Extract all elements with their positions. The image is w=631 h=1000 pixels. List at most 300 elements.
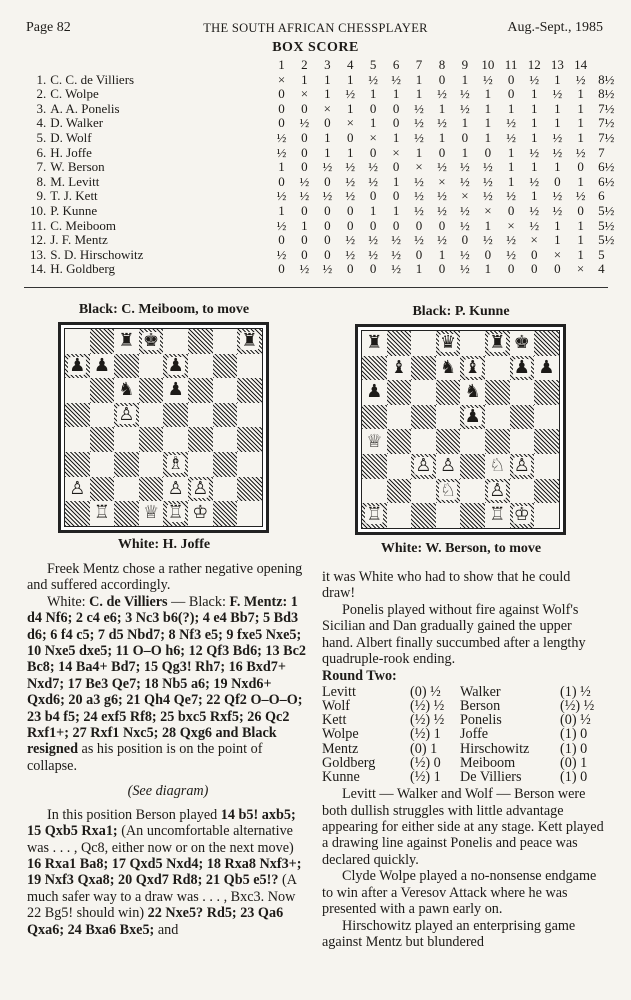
chess-piece-icon: ♕	[366, 430, 383, 452]
score-cell: ½	[276, 144, 287, 160]
chess-piece-icon: ♜	[241, 330, 258, 352]
score: (1) 0	[560, 740, 588, 757]
score-cell: 0	[278, 100, 285, 116]
chess-piece-icon: ♙	[440, 455, 457, 477]
column-header: 5	[369, 57, 377, 72]
score-cell: 1	[392, 173, 400, 189]
score-cell: 0	[392, 100, 400, 116]
table-row	[30, 146, 631, 161]
board-square	[534, 454, 559, 479]
chess-piece-icon: ♟	[69, 354, 86, 376]
board-square	[114, 452, 139, 477]
score-cell: ½	[529, 144, 540, 160]
score-cell: 1	[369, 86, 377, 102]
magazine-title: THE SOUTH AFRICAN CHESSPLAYER	[203, 21, 428, 35]
board-square	[362, 405, 387, 430]
score-cell: ½	[345, 173, 356, 189]
score-cell: ½	[483, 173, 493, 189]
score-cell: ×	[323, 100, 331, 116]
board-square	[411, 479, 436, 504]
table-row	[30, 189, 631, 204]
score-cell: ½	[345, 232, 356, 248]
board-square	[460, 356, 485, 381]
game-black-label: — Black:	[171, 593, 226, 610]
board-square	[163, 378, 188, 403]
player-name: C. Wolpe	[50, 86, 99, 102]
score-cell: ×	[576, 261, 585, 277]
board-square	[485, 356, 510, 381]
score-cell: ½	[529, 173, 540, 189]
board-square	[213, 427, 238, 452]
board-square	[534, 479, 559, 504]
board-square	[436, 356, 461, 381]
board-square	[213, 354, 238, 379]
column-header: 2	[301, 57, 308, 72]
score: (½) ½	[560, 698, 595, 715]
total-score: 8½	[598, 86, 615, 102]
chess-piece-icon: ♟	[513, 356, 530, 378]
chess-piece-icon: ♙	[69, 477, 86, 499]
player-name: Wolf	[322, 698, 351, 715]
right-column	[322, 569, 606, 950]
board-square	[411, 429, 436, 454]
score-cell: 1	[530, 115, 538, 131]
board-square	[163, 477, 188, 502]
board-square	[436, 429, 461, 454]
board-square	[362, 479, 387, 504]
board-square	[411, 331, 436, 356]
score-cell: 1	[461, 71, 469, 87]
game-black-player: F. Mentz:	[229, 593, 288, 610]
score-cell: 1	[347, 144, 354, 160]
board-square	[139, 427, 164, 452]
analysis-text: (A much safer way to a draw was . . . , Bxc3. Now 22 Bg5! should win)	[27, 872, 297, 922]
divider	[24, 287, 608, 288]
player-name: S. D. Hirschowitz	[50, 246, 144, 262]
score-cell: 0	[438, 71, 446, 87]
score-cell: 0	[484, 144, 492, 160]
board-square	[436, 503, 461, 528]
column-header: 8	[438, 57, 446, 72]
board-square	[65, 452, 90, 477]
score-cell: ½	[437, 159, 447, 175]
player-name: D. Walker	[50, 115, 104, 131]
player-name: Walker	[460, 683, 501, 700]
score-cell: ×	[392, 144, 400, 160]
player-name: Joffe	[460, 726, 489, 743]
score-cell: 1	[577, 246, 584, 262]
board-square	[114, 427, 139, 452]
score-cell: 1	[278, 202, 285, 218]
score-cell: 0	[301, 202, 308, 218]
score-cell: 0	[461, 232, 469, 248]
score-cell: 0	[369, 188, 377, 204]
chess-piece-icon: ♚	[143, 330, 160, 352]
score-cell: ½	[483, 188, 493, 204]
board-square	[65, 501, 90, 526]
chess-piece-icon: ♜	[366, 332, 383, 354]
score-cell: ½	[529, 202, 540, 218]
board-square	[237, 403, 262, 428]
column-header: 9	[461, 57, 469, 72]
column-header: 3	[324, 57, 331, 72]
player-name: C. Meiboom	[50, 217, 116, 233]
score-cell: ½	[459, 202, 470, 218]
score-cell: ½	[552, 202, 563, 218]
score-cell: ½	[414, 100, 424, 116]
score: (0) 1	[560, 754, 588, 771]
score-cell: ×	[530, 232, 538, 248]
board-square	[188, 354, 213, 379]
score: (1) ½	[560, 683, 591, 700]
score-cell: ½	[437, 188, 447, 204]
score-cell: ×	[553, 246, 562, 262]
total-score: 8½	[598, 71, 615, 87]
board-square	[460, 331, 485, 356]
board-square	[139, 378, 164, 403]
column-header: 11	[504, 57, 518, 72]
score-cell: ½	[276, 129, 287, 145]
player-name: Kett	[322, 712, 347, 729]
score-cell: 1	[324, 86, 331, 102]
score-cell: 1	[324, 71, 331, 87]
score-cell: 1	[554, 232, 561, 248]
score: (1) 0	[560, 726, 588, 743]
see-diagram: (See diagram)	[127, 783, 209, 800]
board-square	[163, 501, 188, 526]
score-cell: ½	[459, 217, 470, 233]
score-cell: ½	[459, 100, 470, 116]
table-row	[30, 204, 631, 219]
board-square	[387, 405, 412, 430]
board-square	[362, 454, 387, 479]
box-score-header-row	[30, 58, 631, 73]
chess-piece-icon: ♝	[390, 356, 407, 378]
board-square	[510, 331, 535, 356]
score-cell: 0	[324, 173, 331, 189]
game-moves: 1 d4 Nf6; 2 c4 e6; 3 Nc3 b6(?); 4 e4 Bb7; 5 Bd3 d6; 6 f4 c5; 7 d5 Nbd7; 8 Nf3 e5; 9 fxe5 Nxe5; 10 Nxe5 dxe5; 11 O–O h6; 12 Qf3 Bd6; 13 Bc2 Bc8; 14 Ba4+ Bd7; 15 Qg3! Rh7; 16 Bxd7+ Nxd7; 17 Be3 Qe7; 18 Nb5 a6; 19 Nxd6+ Qxd6; 20 a3 g6; 21 Qh4 Qe7; 22 Qf2 O–O–O; 23 b4 f5; 24 exf5 Rf8; 25 bxc5 Rxf5; 26 Qc2 Rxf1+; 27 Rxf1 Nxc5; 28 Qxg6 and Black resigned	[27, 593, 307, 758]
player-number: 4.	[36, 115, 47, 131]
score-cell: 1	[507, 173, 515, 189]
board-square	[65, 427, 90, 452]
board-square	[163, 452, 188, 477]
score-cell: ½	[459, 261, 470, 277]
column-header: 1	[278, 57, 285, 72]
analysis-moves: 22 Nxe5? Rd5; 23 Qa6 Qxa6; 24 Bxa6 Bxe5;	[27, 905, 284, 938]
player-number: 12.	[30, 232, 47, 248]
board-square	[460, 454, 485, 479]
board-square	[188, 452, 213, 477]
box-score-table	[30, 58, 631, 277]
round-title: Round Two:	[322, 668, 397, 685]
score-cell: ½	[414, 173, 424, 189]
score-cell: ½	[506, 129, 516, 145]
box-score-title: BOX SCORE	[272, 40, 359, 55]
score-cell: ½	[459, 246, 470, 262]
player-name: Hirschowitz	[460, 740, 530, 757]
board-square	[436, 331, 461, 356]
score-cell: ×	[300, 86, 309, 102]
board-square	[188, 427, 213, 452]
round-row	[322, 685, 594, 699]
score-cell: 0	[507, 86, 515, 102]
board-square	[362, 429, 387, 454]
chess-piece-icon: ♖	[489, 504, 506, 526]
paragraph: Clyde Wolpe played a no-nonsense endgame to win after a Veresov Attack where he was presented with a pawn early on.	[322, 868, 597, 918]
board-square	[510, 479, 535, 504]
total-score: 7	[598, 144, 605, 160]
player-name: H. Goldberg	[50, 261, 116, 277]
score-cell: 1	[530, 100, 538, 116]
chess-piece-icon: ♘	[440, 479, 457, 501]
player-number: 9.	[36, 188, 47, 204]
score-cell: 1	[484, 261, 492, 277]
board-square	[163, 354, 188, 379]
board-square	[387, 331, 412, 356]
board-square	[485, 429, 510, 454]
score-cell: ½	[414, 129, 424, 145]
score-cell: 0	[554, 261, 561, 277]
column-header: 10	[481, 57, 495, 72]
score-cell: ½	[345, 246, 356, 262]
player-number: 8.	[36, 173, 47, 189]
board-square	[213, 378, 238, 403]
score-cell: 0	[392, 159, 400, 175]
score-cell: ½	[459, 86, 470, 102]
total-score: 5½	[598, 202, 615, 218]
score-cell: 0	[347, 202, 354, 218]
score-cell: ×	[346, 115, 354, 131]
score-cell: ½	[575, 188, 586, 204]
player-name: A. A. Ponelis	[50, 100, 120, 116]
board-square	[362, 356, 387, 381]
score-cell: ½	[345, 188, 356, 204]
player-number: 3.	[36, 100, 47, 116]
board-square	[90, 329, 115, 354]
score-cell: 0	[301, 129, 308, 145]
round-row	[322, 742, 594, 756]
score-cell: ×	[277, 71, 286, 87]
score-cell: ½	[414, 202, 424, 218]
table-row	[30, 248, 631, 263]
score-cell: 0	[301, 100, 308, 116]
score-cell: ½	[299, 188, 310, 204]
score-cell: 1	[369, 202, 377, 218]
total-score: 7½	[598, 100, 615, 116]
board-square	[485, 380, 510, 405]
player-name: Kunne	[322, 769, 360, 786]
round-row	[322, 713, 594, 727]
score-cell: 1	[577, 115, 584, 131]
score-cell: 1	[554, 100, 561, 116]
board-square	[139, 403, 164, 428]
score-cell: ½	[552, 86, 563, 102]
board-square	[460, 380, 485, 405]
score-cell: 1	[392, 86, 400, 102]
analysis-paragraph	[27, 807, 309, 938]
score-cell: 0	[369, 261, 377, 277]
board-square	[460, 503, 485, 528]
player-number: 13.	[30, 246, 47, 262]
board-square	[213, 477, 238, 502]
score-cell: 0	[301, 159, 308, 175]
score-cell: 1	[301, 71, 308, 87]
total-score: 7½	[598, 115, 615, 131]
board-square	[163, 329, 188, 354]
round-row	[322, 699, 594, 713]
score-cell: ½	[368, 71, 379, 87]
score-cell: ½	[506, 188, 516, 204]
board-square	[485, 405, 510, 430]
score-cell: 0	[461, 129, 469, 145]
table-row	[30, 87, 631, 102]
total-score: 7½	[598, 129, 615, 145]
board-square	[163, 427, 188, 452]
score-cell: ½	[391, 246, 401, 262]
round-results	[322, 685, 594, 784]
column-header: 6	[392, 57, 400, 72]
score-cell: 0	[324, 115, 331, 131]
score-cell: ×	[484, 202, 492, 218]
score-cell: 0	[392, 115, 400, 131]
board-square	[139, 452, 164, 477]
score-cell: 1	[484, 217, 492, 233]
score-cell: 1	[438, 129, 446, 145]
board-square	[114, 354, 139, 379]
analysis-text: (An uncomfortable alternative was . . . , Qc8, either now or on the next move)	[27, 823, 294, 856]
score-cell: ½	[391, 261, 401, 277]
score-cell: ½	[506, 115, 516, 131]
player-name: De Villiers	[460, 769, 522, 786]
player-name: Meiboom	[460, 754, 516, 771]
score-cell: ½	[459, 159, 470, 175]
score-cell: ½	[506, 232, 516, 248]
score-cell: 1	[577, 100, 584, 116]
score-cell: 0	[347, 217, 354, 233]
board-square	[387, 356, 412, 381]
paragraph: Ponelis played without fire against Wolf's Sicilian and Dan gradually gained the upper hand. Albert finally succumbed after a lengthy quadruple-rook ending.	[322, 601, 586, 668]
total-score: 4	[598, 261, 605, 277]
analysis-text: and	[154, 921, 179, 938]
score-cell: ½	[414, 188, 424, 204]
chess-piece-icon: ♙	[118, 404, 135, 426]
chess-piece-icon: ♙	[513, 455, 530, 477]
board-square	[139, 501, 164, 526]
board-square	[65, 354, 90, 379]
score-cell: 1	[530, 188, 538, 204]
chess-piece-icon: ♗	[167, 453, 184, 475]
score-cell: 1	[507, 159, 515, 175]
score-cell: 1	[577, 217, 584, 233]
board-square	[139, 477, 164, 502]
table-row	[30, 131, 631, 146]
board-square	[411, 380, 436, 405]
score-cell: ½	[575, 144, 586, 160]
score-cell: ½	[529, 217, 540, 233]
page-number: Page 82	[26, 20, 71, 35]
score-cell: ½	[506, 246, 516, 262]
score: (½) 1	[410, 726, 441, 743]
score-cell: 1	[577, 173, 584, 189]
player-number: 10.	[30, 202, 47, 218]
score-cell: 0	[577, 202, 584, 218]
board-square	[436, 479, 461, 504]
column-header: 4	[347, 57, 354, 72]
score-cell: ½	[437, 115, 447, 131]
score-cell: ½	[575, 71, 586, 87]
score-cell: ½	[552, 144, 563, 160]
score-cell: 0	[392, 188, 400, 204]
score-cell: 0	[369, 217, 377, 233]
board-square	[237, 452, 262, 477]
score-cell: 0	[278, 86, 285, 102]
board-square	[534, 356, 559, 381]
board-square	[411, 405, 436, 430]
board-square	[362, 331, 387, 356]
score-cell: 0	[369, 144, 377, 160]
chess-piece-icon: ♙	[415, 455, 432, 477]
total-score: 6½	[598, 173, 615, 189]
chess-piece-icon: ♖	[366, 504, 383, 526]
board-square	[436, 380, 461, 405]
score-cell: ½	[368, 232, 379, 248]
player-name: M. Levitt	[50, 173, 100, 189]
board-square	[188, 378, 213, 403]
score-cell: 0	[415, 217, 423, 233]
score-cell: 0	[324, 246, 331, 262]
score-cell: 1	[484, 100, 492, 116]
score-cell: ½	[322, 261, 333, 277]
score-cell: ½	[437, 232, 447, 248]
score-cell: ½	[276, 188, 287, 204]
board-square	[213, 403, 238, 428]
player-name: Ponelis	[460, 712, 502, 729]
score-cell: 1	[554, 115, 561, 131]
board-square	[534, 429, 559, 454]
player-number: 1.	[36, 71, 47, 87]
player-number: 11.	[30, 217, 47, 233]
table-row	[30, 219, 631, 234]
board-square	[534, 331, 559, 356]
chess-piece-icon: ♙	[489, 479, 506, 501]
chess-piece-icon: ♖	[167, 502, 184, 524]
board-square	[460, 479, 485, 504]
score-cell: 1	[392, 129, 400, 145]
score: (½) ½	[410, 712, 445, 729]
game-white-player: C. de Villiers	[89, 593, 168, 610]
score-cell: 0	[438, 144, 446, 160]
score-cell: 1	[554, 217, 561, 233]
player-name: D. Wolf	[50, 129, 92, 145]
board-square	[436, 405, 461, 430]
column-header: 12	[527, 57, 541, 72]
column-header: 13	[550, 57, 564, 72]
score-cell: 0	[530, 246, 538, 262]
score: (0) ½	[410, 683, 441, 700]
score-cell: 0	[438, 217, 446, 233]
board-square	[510, 429, 535, 454]
chess-piece-icon: ♟	[538, 356, 555, 378]
chess-piece-icon: ♟	[167, 379, 184, 401]
score-cell: 1	[347, 100, 354, 116]
paragraph: Levitt — Walker and Wolf — Berson were both dullish struggles with little advantage appearing for either side at any stage. Kett played a drawing line against Ponelis and peace was declared quickly.	[322, 786, 604, 868]
score: (0) 1	[410, 740, 438, 757]
board-square	[188, 501, 213, 526]
score-cell: 0	[392, 217, 400, 233]
score-cell: ×	[369, 129, 377, 145]
score-cell: 0	[577, 159, 584, 175]
player-name: W. Berson	[50, 159, 105, 175]
